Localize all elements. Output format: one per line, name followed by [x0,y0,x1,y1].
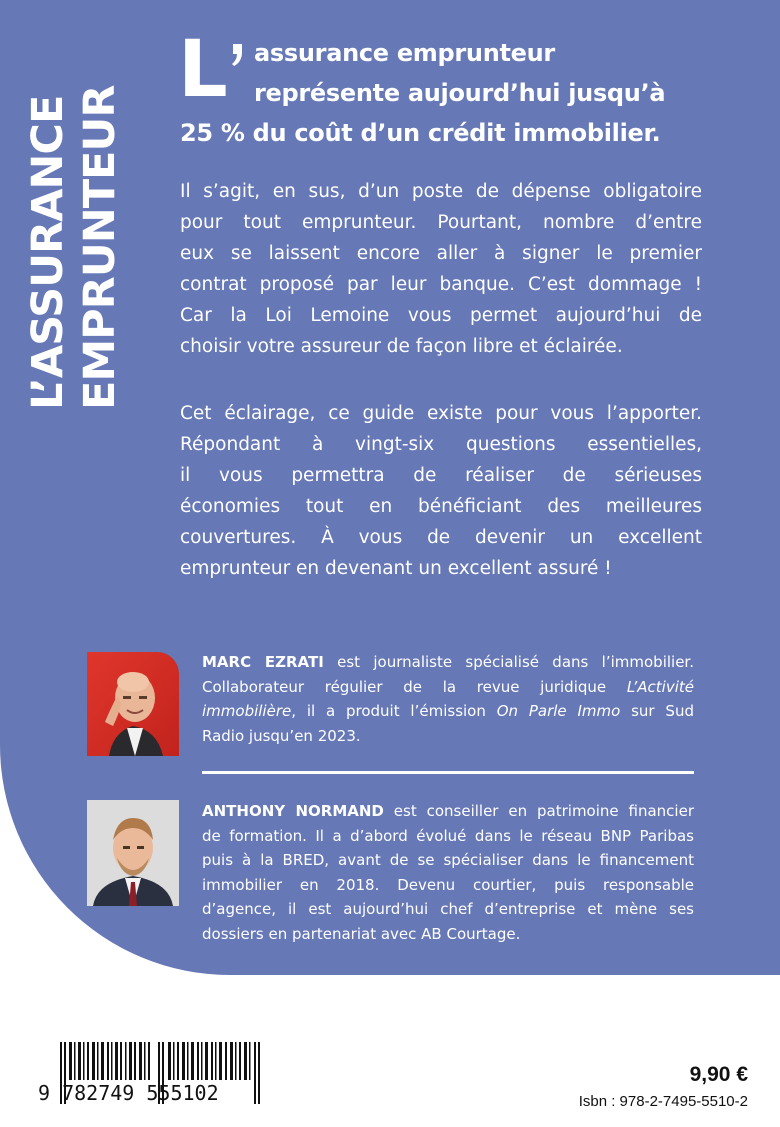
apostrophe-mark [231,44,243,66]
paragraph-1-line: Il s’agit, en sus, d’un poste de dépense obligatoire [180,181,702,202]
author-photo-anthony-normand [87,800,179,906]
isbn: Isbn : 978-2-7495-5510-2 [578,1093,748,1110]
drop-cap-letter: L [178,25,228,115]
intro-line-1: assurance emprunteur [254,39,555,67]
section-divider [202,771,694,774]
spine-title-line-1: L’ASSURANCE [23,95,73,410]
paragraph-1-line: choisir votre assureur de façon libre et éclairée. [180,336,623,357]
paragraph-1-line: contrat proposé par leur banque. C’est dommage ! [180,274,702,295]
author-bio-line: dossiers en partenariat avec AB Courtage. [202,924,521,943]
author-bio-line: d’agence, il est aujourd’hui chef d’entreprise et mène ses [202,900,694,918]
paragraph-1-line: Car la Loi Lemoine vous permet aujourd’hui de [180,305,702,326]
barcode-number: 9 782749 555102 [38,1081,219,1105]
author-bio-line [202,675,694,700]
author-bio-text: est conseiller en patrimoine financier [383,802,694,820]
paragraph-2-line: Cet éclairage, ce guide existe pour vous l’apporter. [180,403,702,424]
author-bio-marc-ezrati [202,650,694,748]
author-bio-line: puis à la BRED, avant de se spécialiser dans le financement [202,851,694,869]
spine-title [22,30,126,410]
paragraph-2 [180,398,702,584]
publication-title: immobilière [202,702,292,720]
author-photo-marc-ezrati [87,652,179,756]
paragraph-2-line: économies tout en bénéficiant des meilleures [180,496,702,517]
show-title: On Parle Immo [496,702,621,720]
intro-line-2: représente aujourd’hui jusqu’à [254,79,666,107]
author-bio-line [202,699,694,724]
price: 9,90 € [689,1063,748,1086]
author-bio-text: , il a produit l’émission [291,702,497,720]
paragraph-2-line: emprunteur en devenant un excellent assuré ! [180,558,612,579]
author-bio-text: Collaborateur régulier de la revue juridique [202,677,627,696]
author-bio-line [202,799,694,824]
publication-title: L’Activité [626,677,694,696]
paragraph-2-line: Répondant à vingt-six questions essentielles, [180,434,702,455]
author-bio-text: sur Sud [620,702,694,720]
paragraph-2-line: il vous permettra de réaliser de sérieuses [180,465,702,486]
paragraph-1-line: pour tout emprunteur. Pourtant, nombre d’entre [180,212,702,233]
author-bio-line: immobilier en 2018. Devenu courtier, puis responsable [202,875,694,894]
author-bio-line [202,650,694,675]
author-bio-anthony-normand [202,799,694,946]
author-bio-line: Radio jusqu’en 2023. [202,726,361,745]
paragraph-2-line: couvertures. À vous de devenir un excellent [180,527,702,548]
author-bio-line: de formation. Il a d’abord évolué dans le réseau BNP Paribas [202,826,694,845]
paragraph-1-line: eux se laissent encore aller à signer le premier [180,243,702,264]
author-name: ANTHONY NORMAND [202,802,384,820]
author-bio-text: est journaliste spécialisé dans l’immobilier. [323,653,694,671]
paragraph-1 [180,176,702,362]
spine-title-line-2: EMPRUNTEUR [75,85,125,410]
author-name: MARC EZRATI [202,653,324,671]
intro-line-3: 25 % du coût d’un crédit immobilier. [180,119,661,147]
